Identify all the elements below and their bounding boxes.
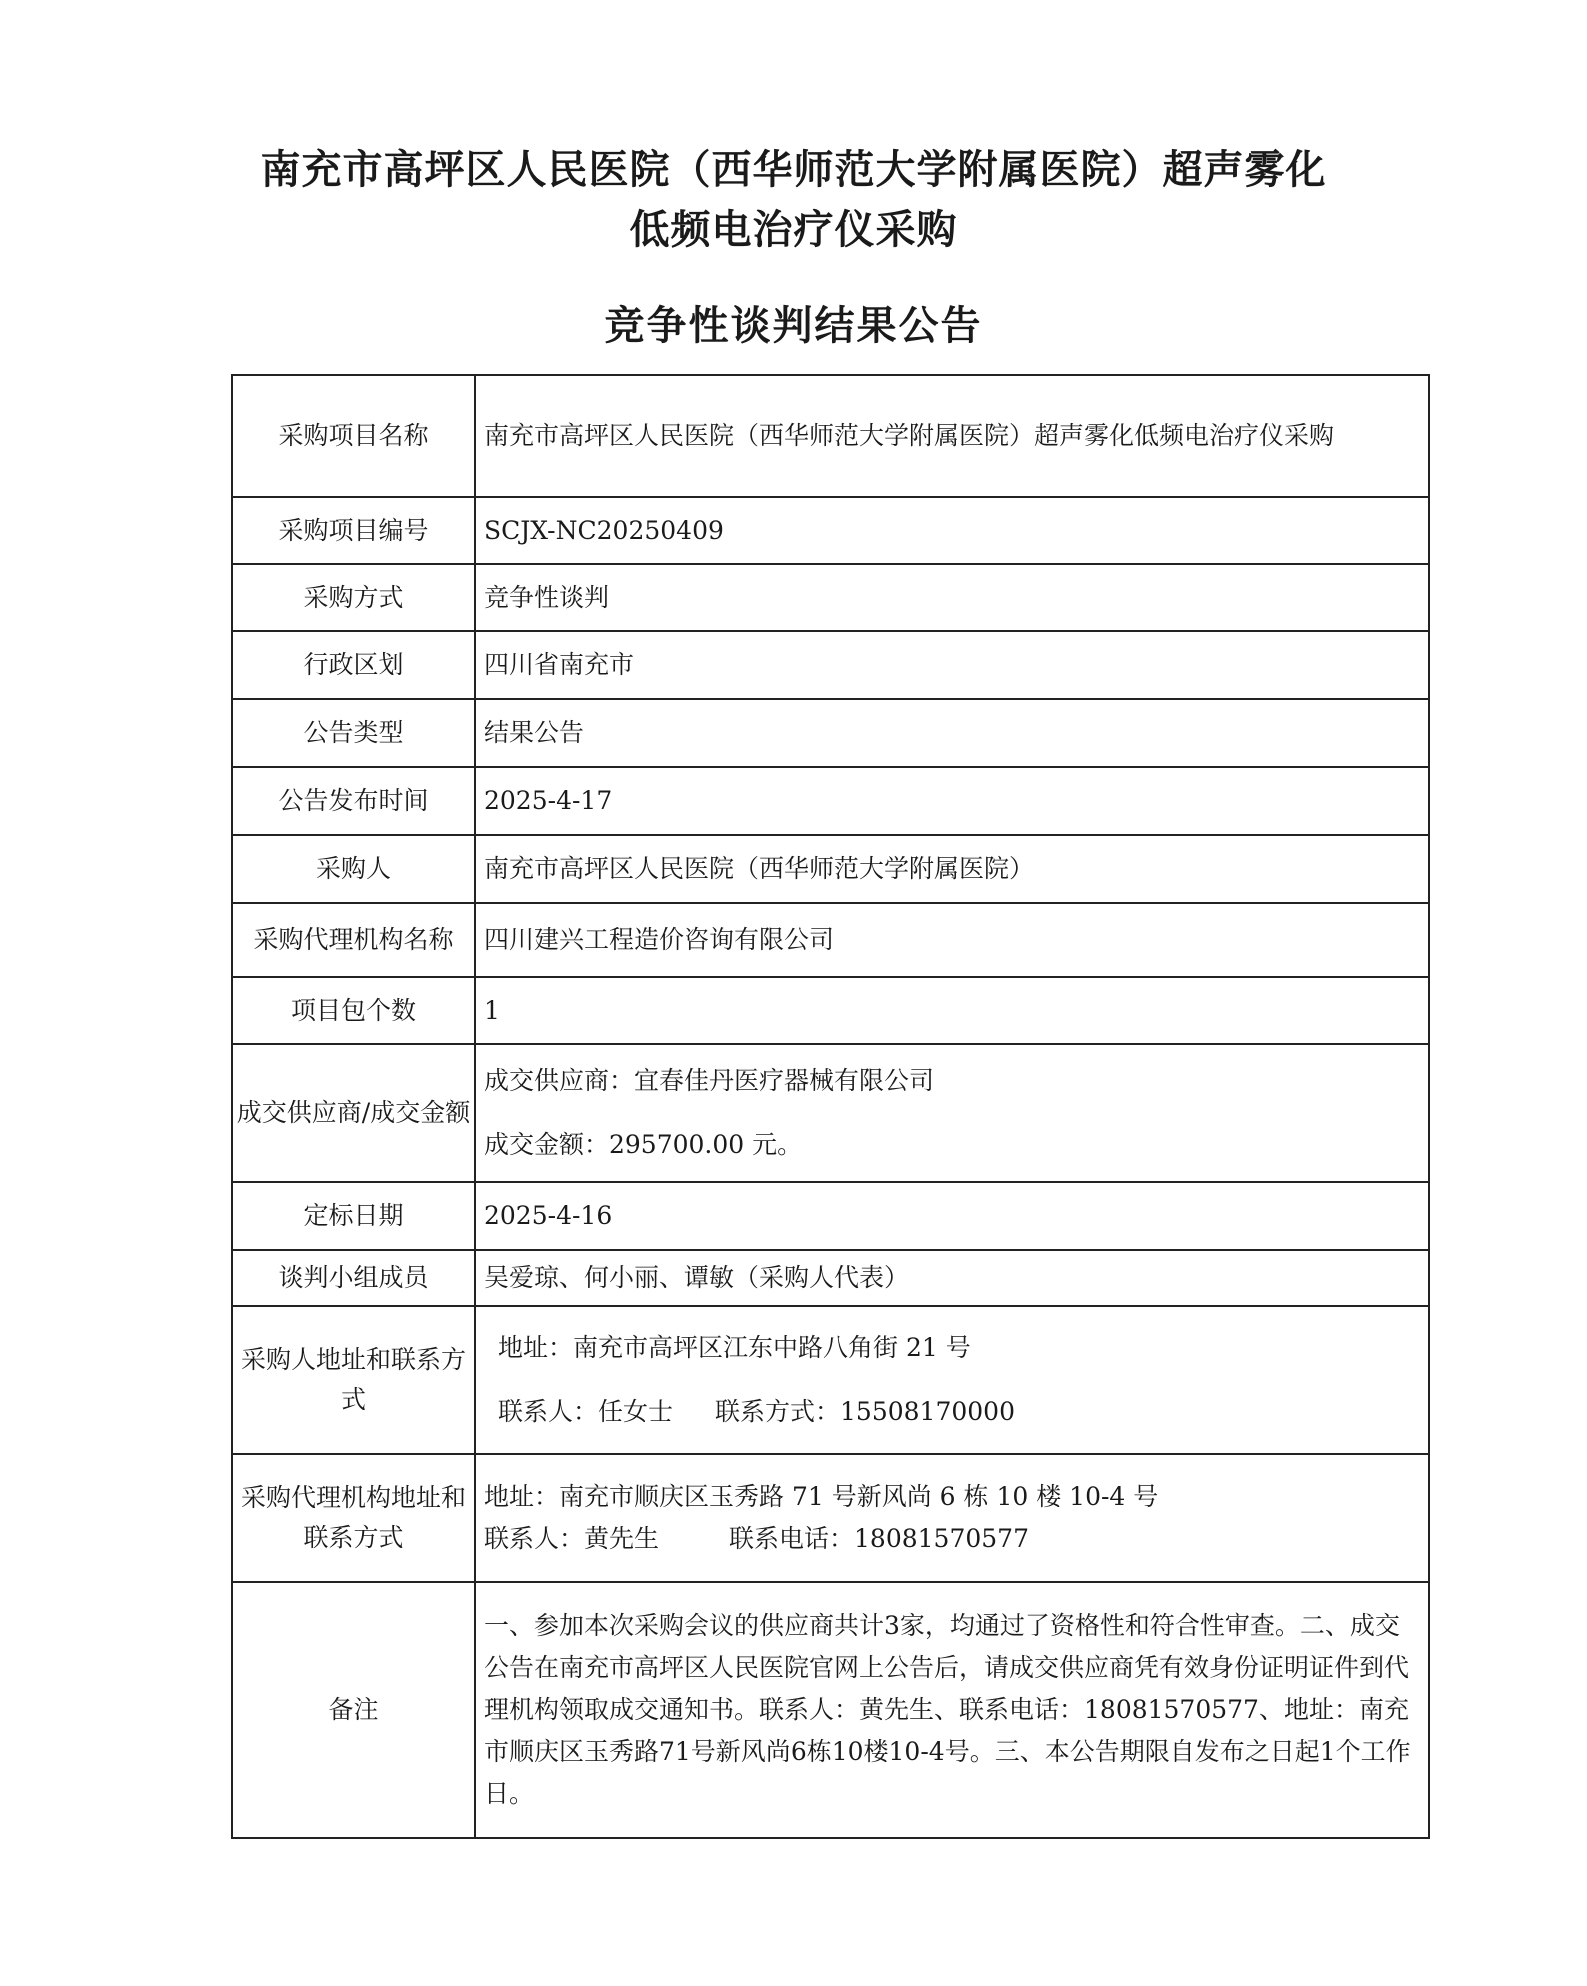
publish-time-label: 公告发布时间 — [232, 767, 475, 835]
award-date-label: 定标日期 — [232, 1182, 475, 1250]
supplier-label: 成交供应商/成交金额 — [232, 1044, 475, 1182]
project-no-label: 采购项目编号 — [232, 497, 475, 564]
project-name-value: 南充市高坪区人民医院（西华师范大学附属医院）超声雾化低频电治疗仪采购 — [475, 375, 1429, 497]
package-count-label: 项目包个数 — [232, 977, 475, 1044]
row-supplier — [232, 1044, 1429, 1182]
purchaser-address: 地址：南充市高坪区江东中路八角街 21 号 — [498, 1333, 971, 1362]
row-agency-contact — [232, 1454, 1429, 1582]
package-count-value: 1 — [475, 977, 1429, 1044]
row-purchaser — [232, 835, 1429, 903]
project-no-value: SCJX-NC20250409 — [475, 497, 1429, 564]
purchaser-value: 南充市高坪区人民医院（西华师范大学附属医院） — [475, 835, 1429, 903]
row-notice-type — [232, 699, 1429, 767]
notice-type-label: 公告类型 — [232, 699, 475, 767]
region-value: 四川省南充市 — [475, 631, 1429, 699]
row-project-name — [232, 375, 1429, 497]
purchaser-label: 采购人 — [232, 835, 475, 903]
title-line-1: 南充市高坪区人民医院（西华师范大学附属医院）超声雾化 — [260, 146, 1327, 193]
agency-value: 四川建兴工程造价咨询有限公司 — [475, 903, 1429, 977]
row-region — [232, 631, 1429, 699]
agency-contact-line — [484, 1518, 1420, 1560]
panel-label: 谈判小组成员 — [232, 1250, 475, 1306]
method-value: 竞争性谈判 — [475, 564, 1429, 631]
region-label: 行政区划 — [232, 631, 475, 699]
document-subtitle: 竞争性谈判结果公告 — [604, 302, 983, 349]
agency-contact-cell — [475, 1454, 1429, 1582]
row-publish-time — [232, 767, 1429, 835]
purchaser-contact-person: 联系人：任女士 — [498, 1397, 674, 1426]
notice-type-value: 结果公告 — [475, 699, 1429, 767]
row-method — [232, 564, 1429, 631]
remark-value: 一、参加本次采购会议的供应商共计3家，均通过了资格性和符合性审查。二、成交公告在南充市高坪区人民医院官网上公告后，请成交供应商凭有效身份证明证件到代理机构领取成交通知书。联系人：黄先生、联系电话：18081570577、地址：南充市顺庆区玉秀路71号新风尚6栋10楼10-4号。三、本公告期限自发布之日起1个工作日。 — [475, 1582, 1429, 1838]
agency-contact-person: 联系人：黄先生 — [484, 1524, 660, 1553]
announcement-table — [231, 374, 1430, 1839]
project-name-label: 采购项目名称 — [232, 375, 475, 497]
agency-contact-label: 采购代理机构地址和联系方式 — [232, 1454, 475, 1582]
row-purchaser-contact — [232, 1306, 1429, 1454]
agency-address: 地址：南充市顺庆区玉秀路 71 号新风尚 6 栋 10 楼 10-4 号 — [484, 1482, 1159, 1511]
title-line-2: 低频电治疗仪采购 — [629, 206, 958, 253]
agency-label: 采购代理机构名称 — [232, 903, 475, 977]
purchaser-contact-phone: 联系方式：15508170000 — [715, 1397, 1015, 1426]
row-project-no — [232, 497, 1429, 564]
purchaser-contact-cell — [475, 1306, 1429, 1454]
row-agency — [232, 903, 1429, 977]
document-title — [0, 140, 1587, 260]
row-award-date — [232, 1182, 1429, 1250]
publish-time-value: 2025-4-17 — [475, 767, 1429, 835]
row-package-count — [232, 977, 1429, 1044]
row-panel — [232, 1250, 1429, 1306]
supplier-cell — [475, 1044, 1429, 1182]
award-date-value: 2025-4-16 — [475, 1182, 1429, 1250]
amount-value: 成交金额：295700.00 元。 — [484, 1130, 803, 1159]
remark-label: 备注 — [232, 1582, 475, 1838]
purchaser-contact-label: 采购人地址和联系方式 — [232, 1306, 475, 1454]
row-remark — [232, 1582, 1429, 1838]
panel-value: 吴爱琼、何小丽、谭敏（采购人代表） — [475, 1250, 1429, 1306]
agency-contact-phone: 联系电话：18081570577 — [729, 1524, 1029, 1553]
purchaser-contact-line — [484, 1391, 1420, 1433]
method-label: 采购方式 — [232, 564, 475, 631]
supplier-value: 成交供应商：宜春佳丹医疗器械有限公司 — [484, 1066, 935, 1095]
